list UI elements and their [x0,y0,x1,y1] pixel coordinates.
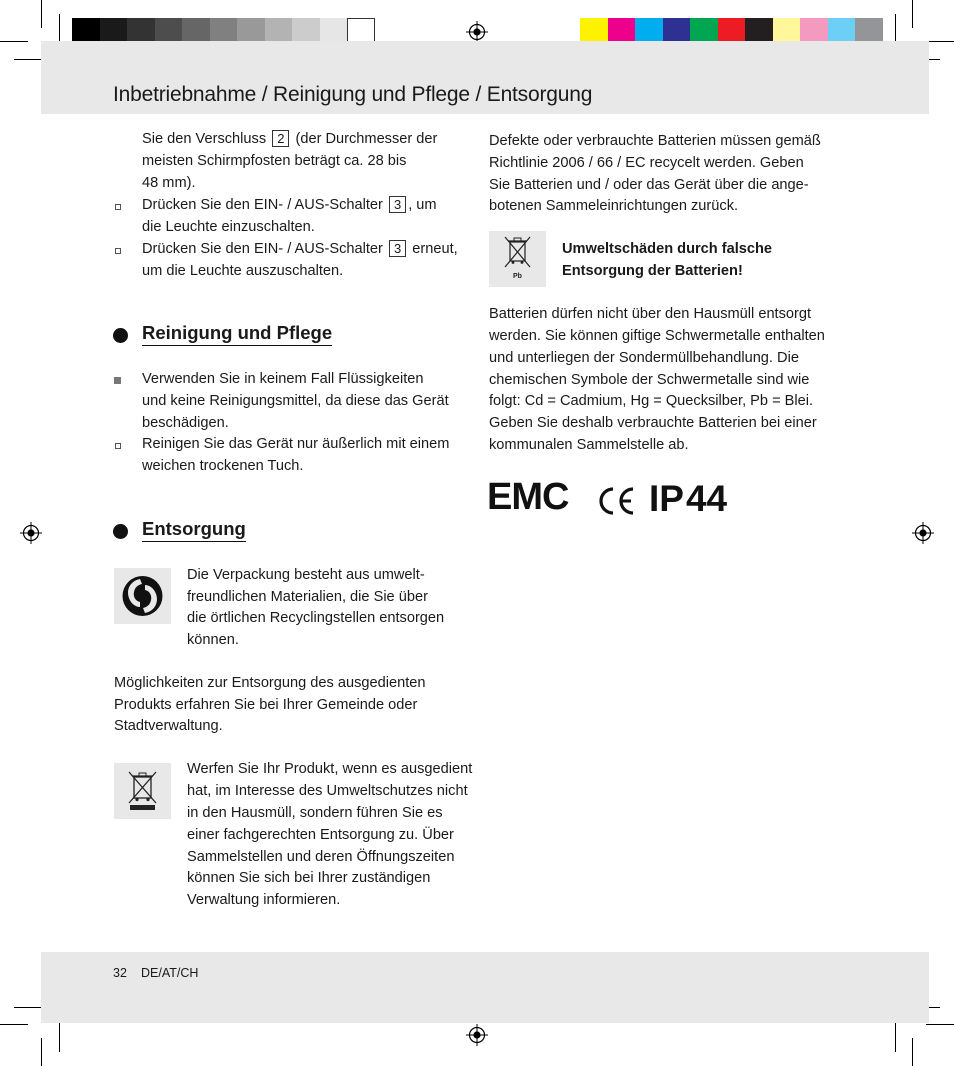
ip-rating-mark: IP44 [649,478,728,519]
body-line: können Sie sich bei Ihrer zuständigen [187,870,431,886]
step-line: Drücken Sie den EIN- / AUS-Schalter 3 , um [142,197,437,213]
crossed-out-battery-bin-icon [489,231,546,277]
body-line: beschädigen. [142,415,229,431]
body-line: Verwenden Sie in keinem Fall Flüssigkeiten [142,371,424,387]
crop-mark [895,1020,896,1052]
body-line: in den Hausmüll, sondern führen Sie es [187,805,443,821]
step-line: um die Leuchte auszuschalten. [142,263,344,279]
body-line: werden. Sie können giftige Schwermetalle enthalten [489,328,825,344]
body-line: können. [187,632,239,648]
registration-mark-icon [20,522,42,544]
step-line: Drücken Sie den EIN- / AUS-Schalter 3 erneut, [142,241,458,257]
part-number-badge: 3 [389,240,406,257]
warning-bullet-icon [114,377,121,384]
body-line: die örtlichen Recyclingstellen entsorgen [187,610,445,626]
body-line: einer fachgerechten Entsorgung zu. Über [187,827,454,843]
crossed-out-bin-icon [114,763,171,819]
region-code: DE/AT/CH [141,966,199,980]
section-title: Reinigung und Pflege [142,322,332,346]
body-line: Defekte oder verbrauchte Batterien müssen gemäß [489,133,821,149]
registration-mark-icon [912,522,934,544]
step-bullet-icon [115,443,121,449]
intro-line: meisten Schirmpfosten beträgt ca. 28 bis [142,153,407,169]
crop-mark [41,1038,42,1066]
recycling-green-dot-icon [114,568,171,624]
body-line: botenen Sammeleinrichtungen zurück. [489,198,739,214]
step-bullet-icon [115,204,121,210]
section-title: Entsorgung [142,518,246,542]
body-line: Sie Batterien und / oder das Gerät über die ange- [489,177,809,193]
body-line: Die Verpackung besteht aus umwelt- [187,567,425,583]
body-line: kommunalen Sammelstelle ab. [489,437,689,453]
registration-mark-icon [466,1024,488,1046]
body-line: Reinigen Sie das Gerät nur äußerlich mit einem [142,436,450,452]
intro-line: Sie den Verschluss 2 (der Durchmesser der [142,131,438,147]
warning-title-line: Entsorgung der Batterien! [562,263,743,279]
section-bullet-icon [113,524,128,539]
crop-mark [912,1038,913,1066]
body-line: Geben Sie deshalb verbrauchte Batterien bei einer [489,415,817,431]
crop-mark [59,1020,60,1052]
ce-mark [596,484,638,518]
body-line: Verwaltung informieren. [187,892,341,908]
ce-mark-icon [596,484,638,518]
battery-weee-icon-box [489,231,546,287]
intro-line: 48 mm). [142,175,196,191]
crop-mark [41,0,42,28]
registration-mark-icon [466,21,488,43]
battery-heavy-metal-label: Pb [513,273,522,280]
step-line: die Leuchte einzuschalten. [142,219,315,235]
page-number: 32 [113,966,127,980]
body-line: Werfen Sie Ihr Produkt, wenn es ausgedient [187,761,473,777]
body-line: weichen trockenen Tuch. [142,458,304,474]
page-title: Inbetriebnahme / Reinigung und Pflege / Entsorgung [113,83,593,106]
crop-mark [926,1024,954,1025]
footer-band [41,952,929,1023]
body-line: Möglichkeiten zur Entsorgung des ausgedienten [114,675,426,691]
section-bullet-icon [113,328,128,343]
body-line: freundlichen Materialien, die Sie über [187,589,428,605]
body-line: und keine Reinigungsmittel, da diese das Gerät [142,393,449,409]
body-line: Richtlinie 2006 / 66 / EC recycelt werden. Geben [489,155,804,171]
part-number-badge: 2 [272,130,289,147]
emc-mark: EMC [487,476,569,518]
body-line: Stadtverwaltung. [114,718,223,734]
crop-mark [0,41,28,42]
body-line: Batterien dürfen nicht über den Hausmüll entsorgt [489,306,812,322]
crop-mark [926,41,954,42]
green-dot-icon-box [114,568,171,624]
body-line: Produkts erfahren Sie bei Ihrer Gemeinde oder [114,697,418,713]
crop-mark [0,1024,28,1025]
warning-title-line: Umweltschäden durch falsche [562,241,773,257]
part-number-badge: 3 [389,196,406,213]
body-line: Sammelstellen und deren Öffnungszeiten [187,849,455,865]
body-line: folgt: Cd = Cadmium, Hg = Quecksilber, Pb = Blei. [489,393,814,409]
crop-mark [912,0,913,28]
step-bullet-icon [115,248,121,254]
body-line: hat, im Interesse des Umweltschutzes nicht [187,783,468,799]
body-line: chemischen Symbole der Schwermetalle sind wie [489,372,810,388]
weee-icon-box [114,763,171,819]
body-line: und unterliegen der Sondermüllbehandlung. Die [489,350,799,366]
